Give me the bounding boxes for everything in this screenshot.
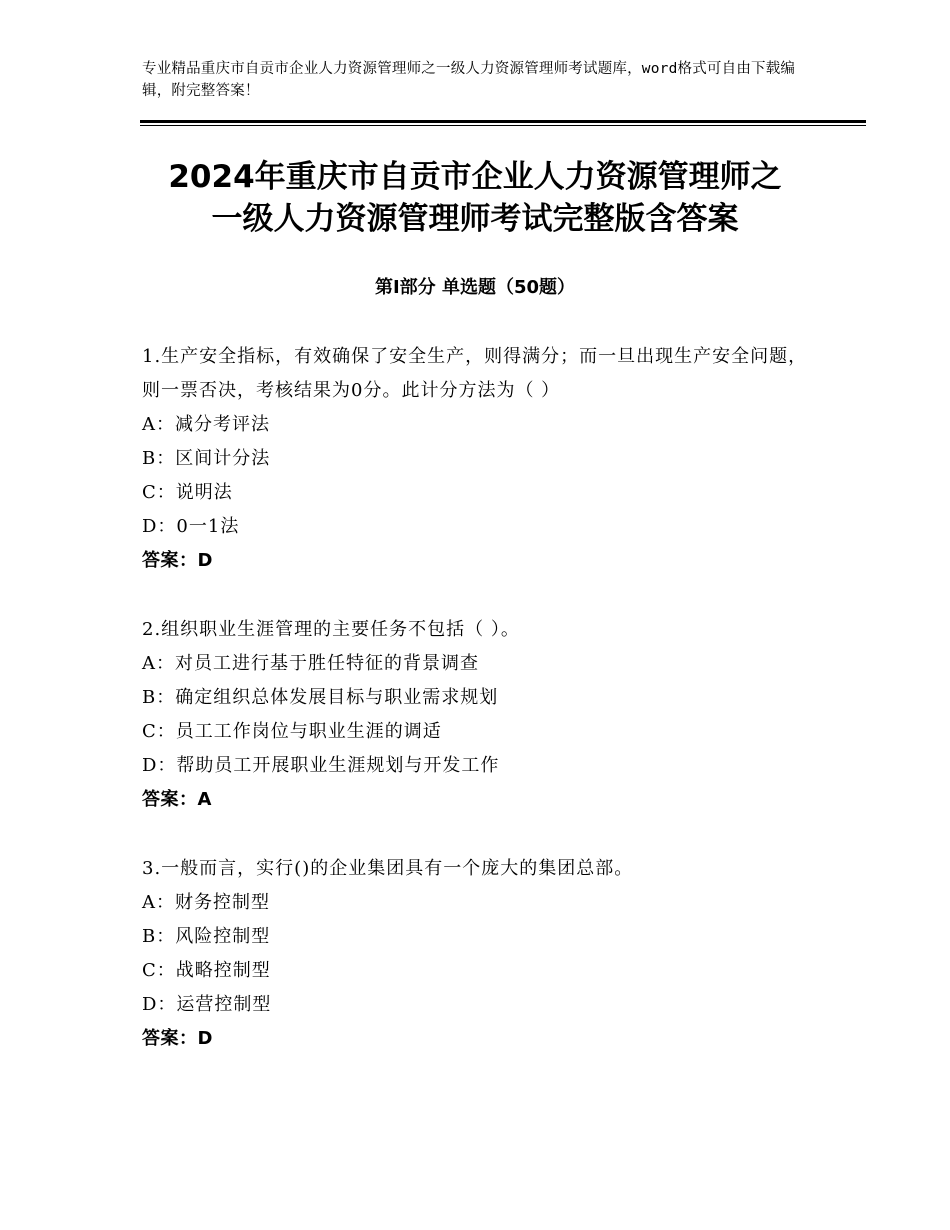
answer-line: 答案：D	[142, 550, 213, 571]
option-c: C：说明法	[142, 482, 233, 503]
option-c: C：战略控制型	[142, 960, 271, 981]
question-1	[142, 340, 822, 578]
option-d: D：运营控制型	[142, 994, 272, 1015]
document-title-line-1: 2024年重庆市自贡市企业人力资源管理师之	[168, 159, 782, 195]
header-rule-thin	[140, 125, 866, 126]
option-b: B：确定组织总体发展目标与职业需求规划	[142, 687, 499, 708]
option-a: A：财务控制型	[142, 892, 270, 913]
option-d: D：0一1法	[142, 516, 240, 537]
answer-line: 答案：A	[142, 789, 212, 810]
option-b: B：区间计分法	[142, 448, 271, 469]
option-c: C：员工工作岗位与职业生涯的调适	[142, 721, 442, 742]
option-b: B：风险控制型	[142, 926, 271, 947]
section-title: 第Ⅰ部分 单选题（50题）	[374, 277, 575, 298]
option-a: A：减分考评法	[142, 414, 270, 435]
answer-line: 答案：D	[142, 1028, 213, 1049]
question-2	[142, 613, 822, 817]
document-title-line-2: 一级人力资源管理师考试完整版含答案	[211, 201, 739, 237]
question-stem: 1.生产安全指标，有效确保了安全生产，则得满分；而一旦出现生产安全问题，则一票否决，考核结果为0分。此计分方法为（ ）	[142, 346, 808, 401]
header-note: 专业精品重庆市自贡市企业人力资源管理师之一级人力资源管理师考试题库，word格式可自由下载编辑，附完整答案！	[142, 61, 796, 99]
option-d: D：帮助员工开展职业生涯规划与开发工作	[142, 755, 500, 776]
document-title	[100, 156, 850, 240]
option-a: A：对员工进行基于胜任特征的背景调查	[142, 653, 479, 674]
header-rule-thick	[140, 120, 866, 123]
question-stem: 2.组织职业生涯管理的主要任务不包括（ ）。	[142, 619, 520, 640]
question-3	[142, 852, 822, 1056]
question-stem: 3.一般而言，实行()的企业集团具有一个庞大的集团总部。	[142, 858, 634, 879]
